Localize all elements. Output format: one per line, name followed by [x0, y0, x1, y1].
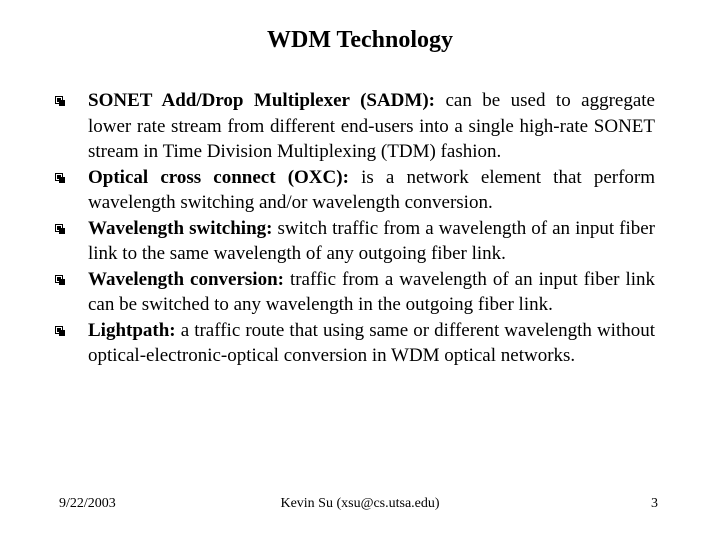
bullet-term: SONET Add/Drop Multiplexer (SADM):: [88, 90, 435, 111]
bullet-term: Wavelength switching:: [88, 217, 273, 239]
square-bullet-icon: [55, 326, 63, 334]
bullet-text: switch traffic from a wavelength of an input fiber link to the same wavelength of any outgoing fiber link.: [88, 217, 656, 264]
bullet-list: [55, 88, 655, 369]
slide-title: WDM Technology: [266, 27, 454, 53]
bullet-item-oxc: [55, 165, 655, 216]
slide-footer: [0, 494, 720, 514]
bullet-term: Optical cross connect (OXC):: [88, 166, 349, 188]
bullet-text: a traffic route that using same or different wavelength without optical-electronic-optical conversion in WDM optical networks.: [88, 319, 655, 366]
bullet-item-sadm: [55, 88, 655, 165]
bullet-item-lightpath: [55, 318, 655, 369]
bullet-item-wavelength-conversion: [55, 267, 655, 318]
square-bullet-icon: [55, 96, 63, 104]
footer-date: 9/22/2003: [59, 496, 116, 511]
footer-author: Kevin Su (xsu@cs.utsa.edu): [280, 496, 440, 511]
page-number: 3: [651, 496, 658, 511]
bullet-term: Wavelength conversion:: [88, 268, 284, 290]
square-bullet-icon: [55, 224, 63, 232]
bullet-item-wavelength-switching: [55, 216, 655, 267]
bullet-text: traffic from a wavelength of an input fiber link can be switched to any wavelength in the outgoing fiber link.: [88, 268, 656, 315]
bullet-text: can be used to aggregate lower rate stream from different end-users into a single high-rate SONET stream in Time Division Multiplexing (TDM) fashion.: [88, 90, 655, 162]
square-bullet-icon: [55, 173, 63, 181]
bullet-text: is a network element that perform wavelength switching and/or wavelength conversion.: [88, 166, 656, 213]
bullet-term: Lightpath:: [88, 319, 176, 341]
square-bullet-icon: [55, 275, 63, 283]
